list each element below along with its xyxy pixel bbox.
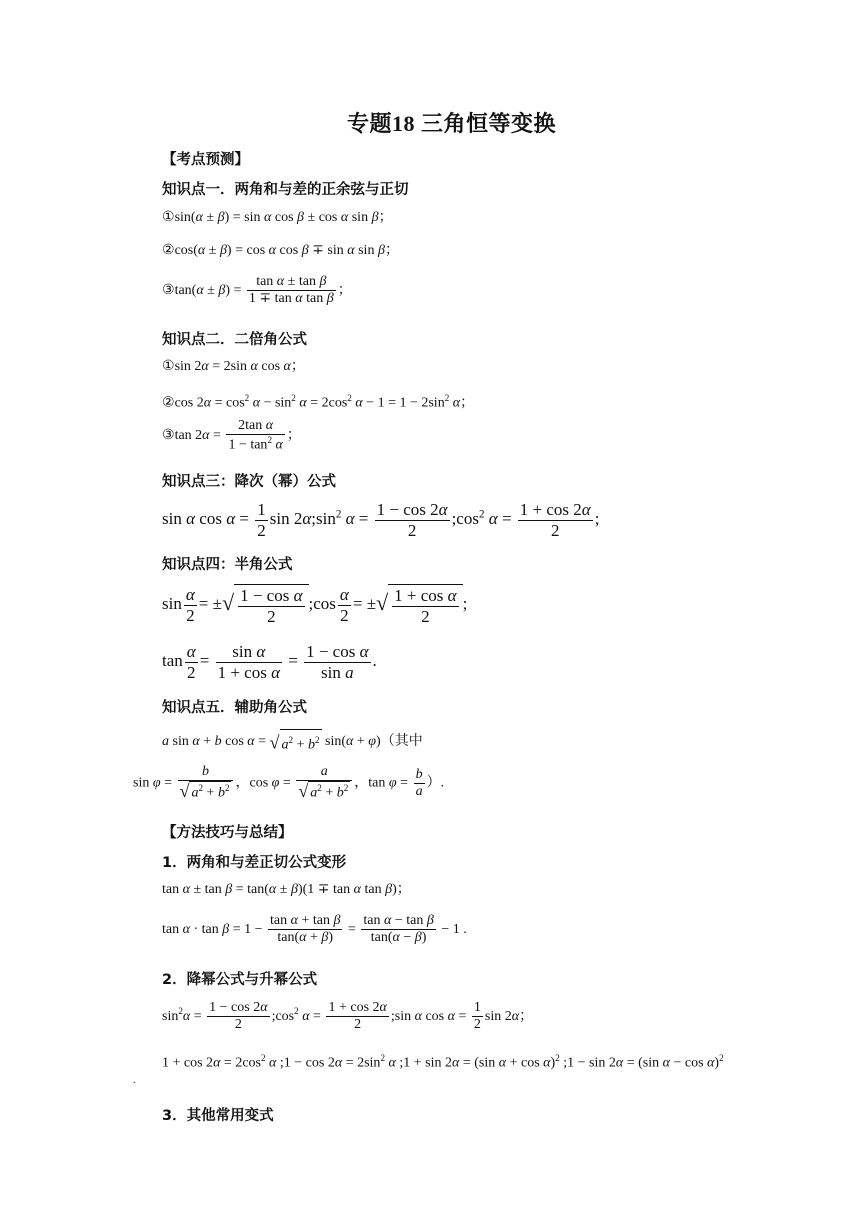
formula-tan-double: ③tan 2α = $\frac{\text{2tan α}}{1 - \tan^2 \alpha}$ ； [162,418,301,453]
separator: ； [519,1008,534,1024]
item-number: ① [162,359,175,374]
section-k2: 知识点二．二倍角公式 [162,332,307,348]
formula-cos-double: ②cos $2\alpha = \cos^2 \alpha - \sin^2 \alpha = 2\cos^2$ $\alpha - 1 = 1 - 2\sin^2$ α； [162,393,475,411]
formula-sin-sum: ①sin(α ± β) = sin α cos β ± cos α sin β； [162,210,393,225]
separator: ； [337,282,352,298]
formula-half-angle-sin-cos: sin $\frac{\alpha}{2}$ = ±√ $\frac{\text{1 − cos α}}{2}$ ;cos $\frac{\alpha}{2}$ = ±√ $\frac{\text{1 + cos α}}{2}$ ; [162,585,468,626]
paren-close: ）. [426,775,445,791]
item-number: ③ [162,282,175,298]
formula-power-raise-summary: $1 + \cos 2\alpha = 2\cos^2$ α ;1 − $\cos 2\alpha = 2\sin^2$ α ;1 + sin 2α = (sin α + cos α)$^2$ ;1 − sin 2α = (sin α − cos α)$^2$ [162,1053,724,1071]
item-number: ② [162,243,175,258]
section-k5: 知识点五．辅助角公式 [162,700,307,716]
section-m1: 1．两角和与差正切公式变形 [162,855,347,871]
trailing-dot: . [133,1075,136,1086]
item-number: ① [162,210,175,225]
formula-cos-sum: ②cos(α ± β) = cos α cos β ∓ sin α sin β； [162,243,399,258]
section-k1: 知识点一．两角和与差的正余弦与正切 [162,182,409,198]
formula-half-angle-tan: tan $\frac{\alpha}{2}$ = $\frac{\text{sin α}}{\text{1 + cos α}}$ = $\frac{\text{1 − cos α}}{\text{sin a}}$ . [162,642,377,682]
separator: ； [396,882,411,897]
separator: ； [290,359,305,374]
paren-open: （其中 [380,734,423,750]
formula-power-reduce-summary: $\sin^2\alpha$ = $\frac{1 - \cos 2\alpha}{2}$ $;\cos^2$ α = $\frac{1 + \cos 2\alpha}{2}$ ;sin α cos α = $\frac{1}{2}$ sin 2α； [162,1000,534,1033]
item-number: ③ [162,428,175,444]
formula-sin-double: ①sin 2α = 2sin α cos α； [162,359,305,374]
separator: ； [286,428,301,444]
formula-tan-sum-transform-2: tan α · tan β = 1 − $\frac{\text{tan α + tan β}}{\tan(\alpha + \beta)}$ = $\frac{\text{tan α − tan β}}{\tan(\alpha - \beta)}$ − 1 . [162,913,467,946]
section-m3: 3．其他常用变式 [162,1108,274,1124]
separator: ， [235,775,250,791]
separator: ； [378,210,393,225]
formula-power-reduction: sin α cos α = $\frac{1}{2}$ $\sin 2\alpha;\sin^2$ α = $\frac{1 - \cos 2\alpha}{2}$ $;\cos^2$ α = $\frac{1 + \cos 2\alpha}{2}$ ; [162,500,600,540]
page-title: 专题18 三角恒等变换 [347,111,557,136]
formula-tan-sum-transform-1: tan α ± tan β = tan(α ± β)(1 ∓ tan α tan β)； [162,882,411,897]
separator: ； [384,243,399,258]
section-k3: 知识点三：降次（幂）公式 [162,474,336,490]
section-forecast: 【考点预测】 [162,152,249,168]
section-k4: 知识点四：半角公式 [162,557,293,573]
section-m2: 2．降幂公式与升幂公式 [162,972,318,988]
section-methods: 【方法技巧与总结】 [162,825,293,841]
separator: ； [460,395,475,411]
formula-auxiliary-angle-defs: sin φ = $\frac{b}{√ a^2 + b^2}$ ，cos φ = $\frac{a}{√ a^2 + b^2}$ ，tan φ = $\frac{b}{a}$ ）. [133,764,445,802]
separator: ， [354,775,369,791]
item-number: ② [162,395,175,411]
formula-auxiliary-angle: a sin α + b cos α = √ $a^2 + b^2$ sin(α + φ)（其中 [162,729,423,755]
formula-tan-sum: ③tan(α ± β) = $\frac{\text{tan α ± tan β}}{\text{1 ∓ tan α tan β}}$ ； [162,274,352,307]
